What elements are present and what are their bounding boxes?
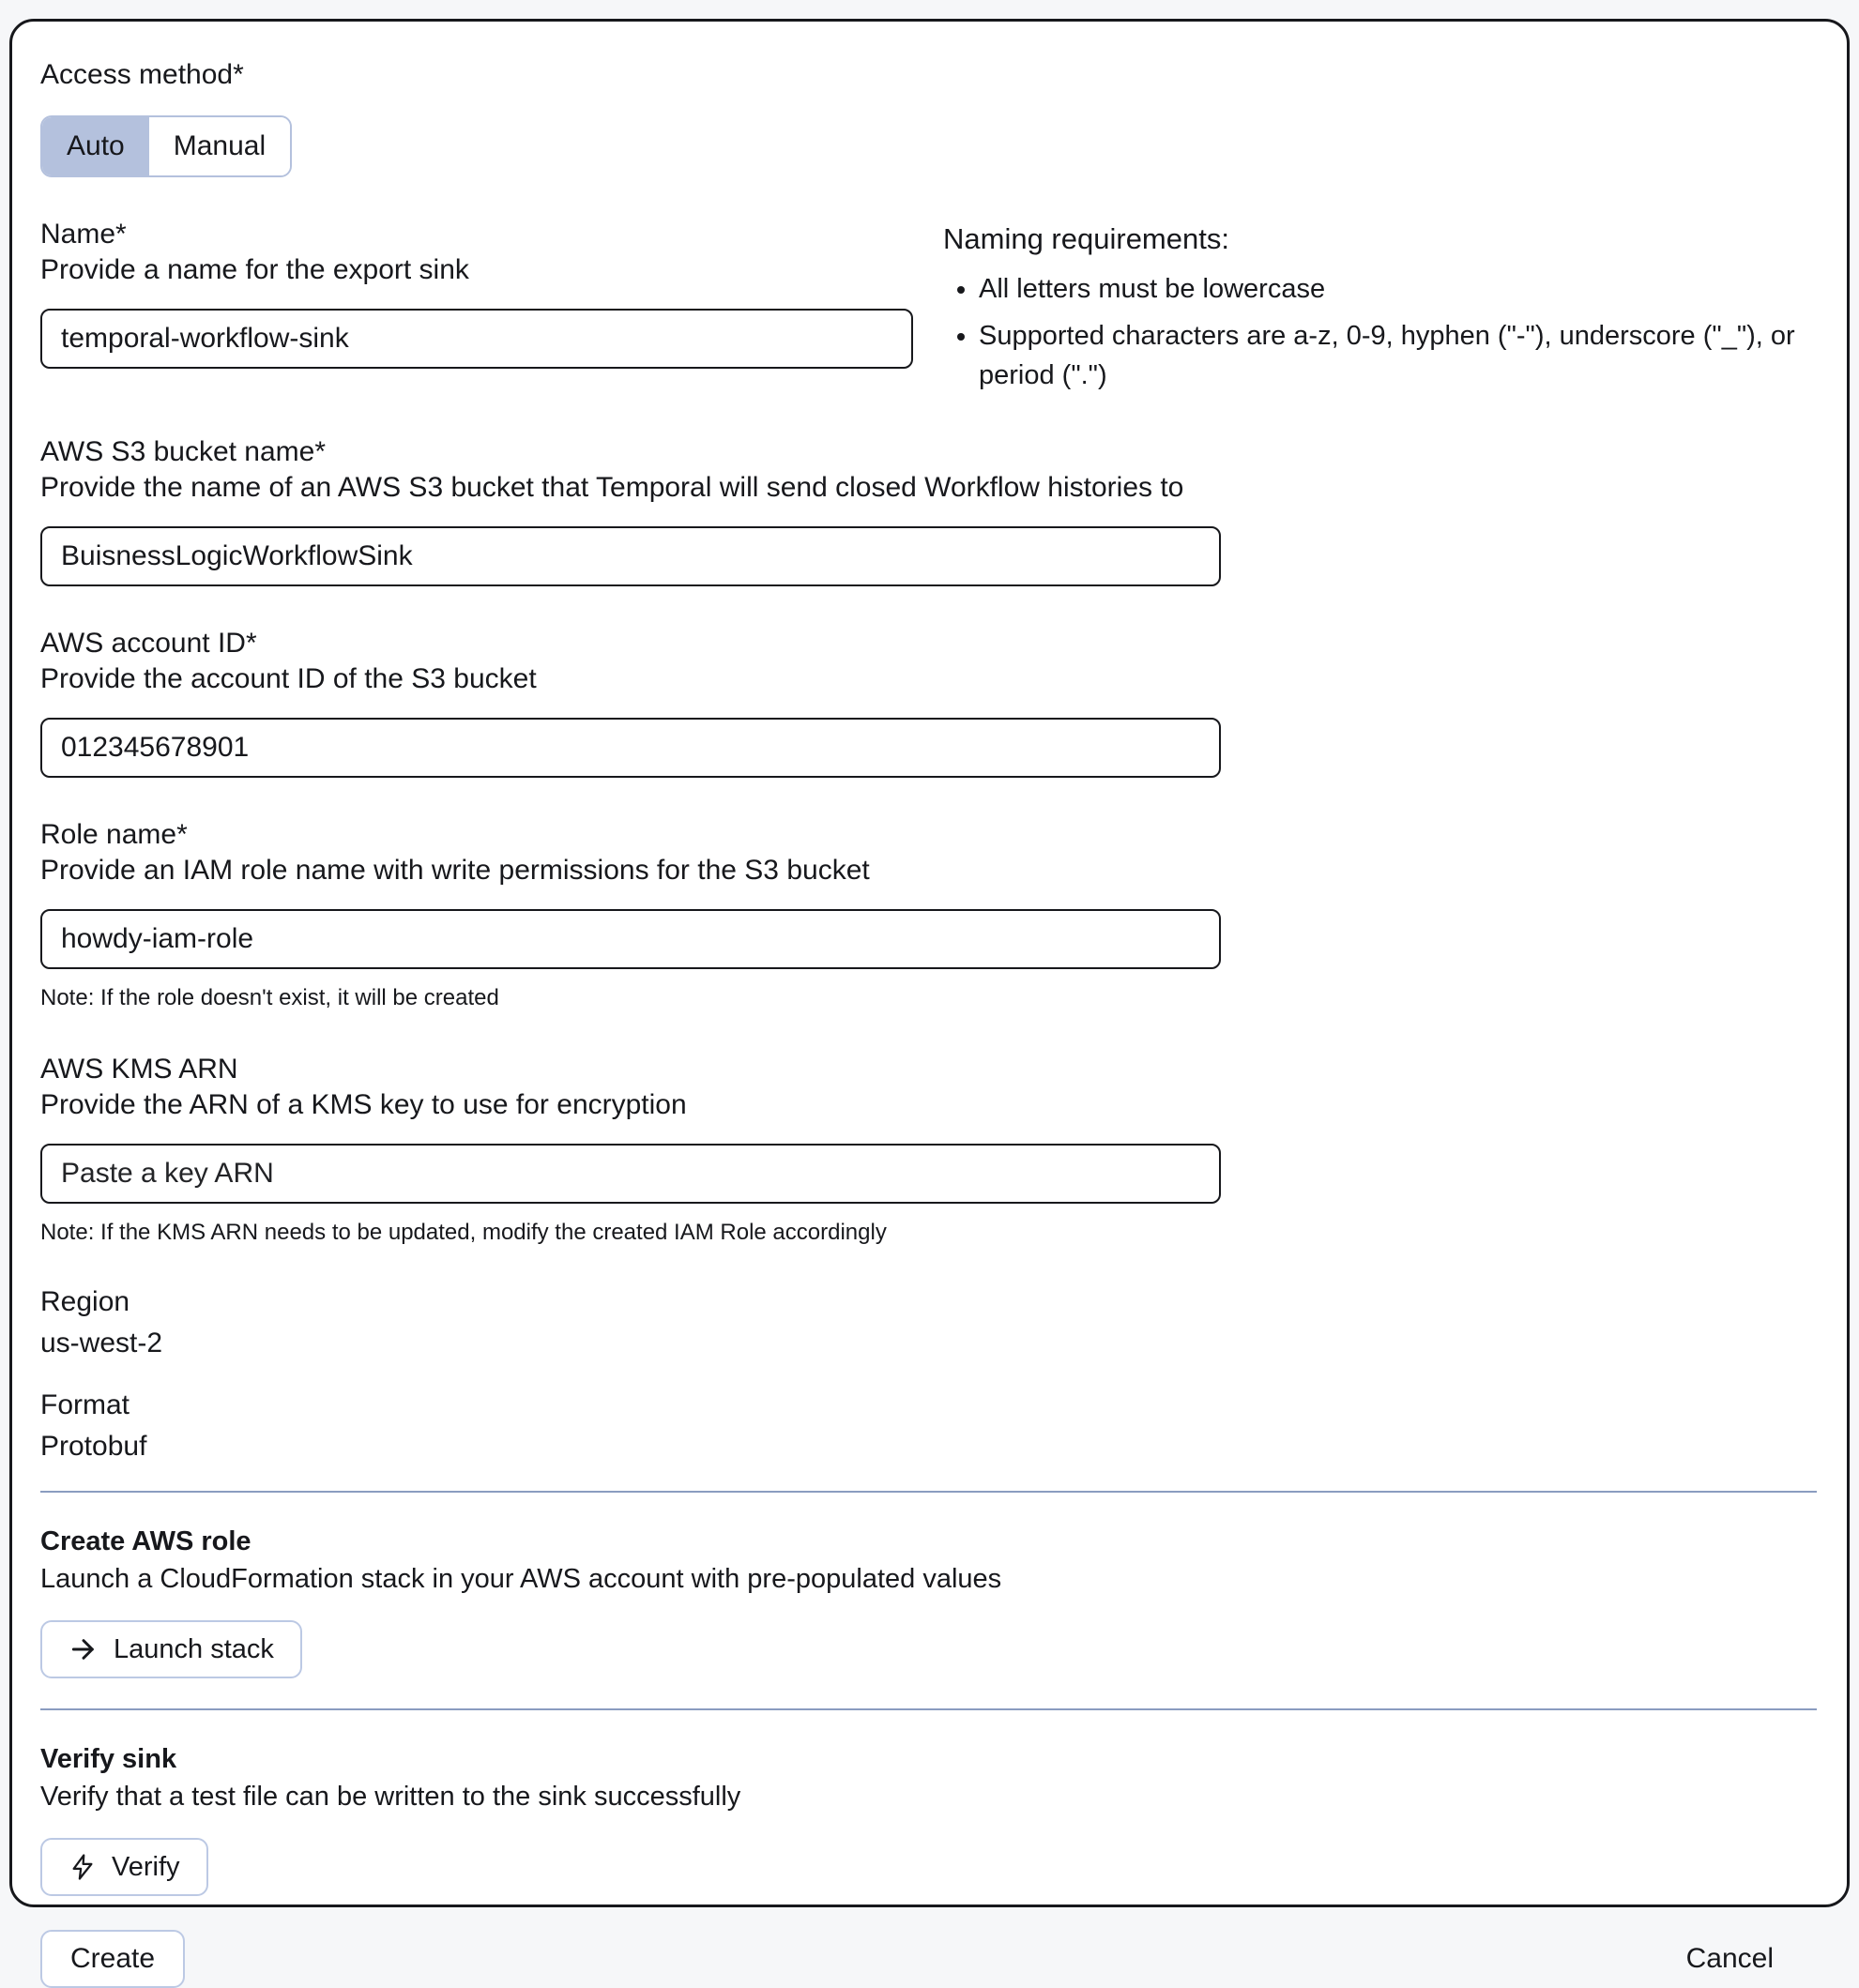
name-input[interactable] <box>40 309 913 369</box>
role-description: Provide an IAM role name with write permissions for the S3 bucket <box>40 855 870 886</box>
region-value: us-west-2 <box>40 1328 163 1358</box>
form-actions <box>40 1930 1817 1988</box>
launch-stack-button-label: Launch stack <box>114 1633 274 1664</box>
naming-requirements-list <box>943 269 1817 395</box>
account-description: Provide the account ID of the S3 bucket <box>40 663 537 694</box>
cancel-button[interactable]: Cancel <box>1685 1943 1774 1974</box>
bucket-input[interactable] <box>40 526 1221 586</box>
access-method-label: Access method* <box>40 59 244 90</box>
role-label: Role name* <box>40 819 188 850</box>
verify-button[interactable] <box>40 1838 208 1896</box>
format-group <box>40 1388 1817 1464</box>
export-sink-form-card <box>9 19 1850 1974</box>
kms-description: Provide the ARN of a KMS key to use for encryption <box>40 1089 687 1120</box>
kms-note: Note: If the KMS ARN needs to be updated, modify the created IAM Role accordingly <box>40 1220 887 1245</box>
arrow-right-icon <box>69 1634 99 1664</box>
bucket-label: AWS S3 bucket name* <box>40 436 327 467</box>
kms-label: AWS KMS ARN <box>40 1054 238 1085</box>
region-group <box>40 1284 1817 1361</box>
account-field-group <box>40 626 1817 778</box>
access-method-auto-option[interactable]: Auto <box>42 117 149 175</box>
name-and-requirements-row <box>40 217 1817 395</box>
section-divider <box>40 1491 1817 1493</box>
naming-requirements-title: Naming requirements: <box>943 222 1229 255</box>
format-label: Format <box>40 1389 130 1420</box>
create-aws-role-description: Launch a CloudFormation stack in your AWS account with pre-populated values <box>40 1564 1002 1594</box>
launch-stack-button[interactable] <box>40 1620 302 1678</box>
name-field-group <box>40 217 913 369</box>
naming-requirement-item: • All letters must be lowercase <box>979 269 1817 309</box>
naming-requirement-item: • Supported characters are a-z, 0-9, hyphen ("-"), underscore ("_"), or period (".") <box>979 316 1817 395</box>
bucket-field-group <box>40 434 1817 586</box>
kms-input[interactable] <box>40 1144 1221 1204</box>
create-aws-role-title: Create AWS role <box>40 1526 251 1556</box>
create-aws-role-section <box>40 1525 1817 1678</box>
create-button[interactable]: Create <box>40 1930 185 1988</box>
account-label: AWS account ID* <box>40 628 257 659</box>
region-label: Region <box>40 1286 130 1317</box>
account-input[interactable] <box>40 718 1221 778</box>
access-method-manual-option[interactable]: Manual <box>149 117 290 175</box>
format-value: Protobuf <box>40 1431 147 1462</box>
verify-sink-description: Verify that a test file can be written to the sink successfully <box>40 1782 741 1812</box>
name-label: Name* <box>40 219 127 250</box>
verify-sink-section <box>40 1742 1817 1896</box>
section-divider <box>40 1708 1817 1710</box>
verify-button-label: Verify <box>112 1851 180 1882</box>
bucket-description: Provide the name of an AWS S3 bucket that Temporal will send closed Workflow histories to <box>40 472 1184 503</box>
role-input[interactable] <box>40 909 1221 969</box>
lightning-icon <box>69 1853 97 1881</box>
verify-sink-title: Verify sink <box>40 1744 177 1774</box>
role-note: Note: If the role doesn't exist, it will be created <box>40 985 499 1010</box>
kms-field-group <box>40 1052 1817 1247</box>
name-description: Provide a name for the export sink <box>40 254 469 285</box>
access-method-toggle <box>40 115 292 177</box>
role-field-group <box>40 817 1817 1012</box>
naming-requirements <box>913 217 1817 395</box>
